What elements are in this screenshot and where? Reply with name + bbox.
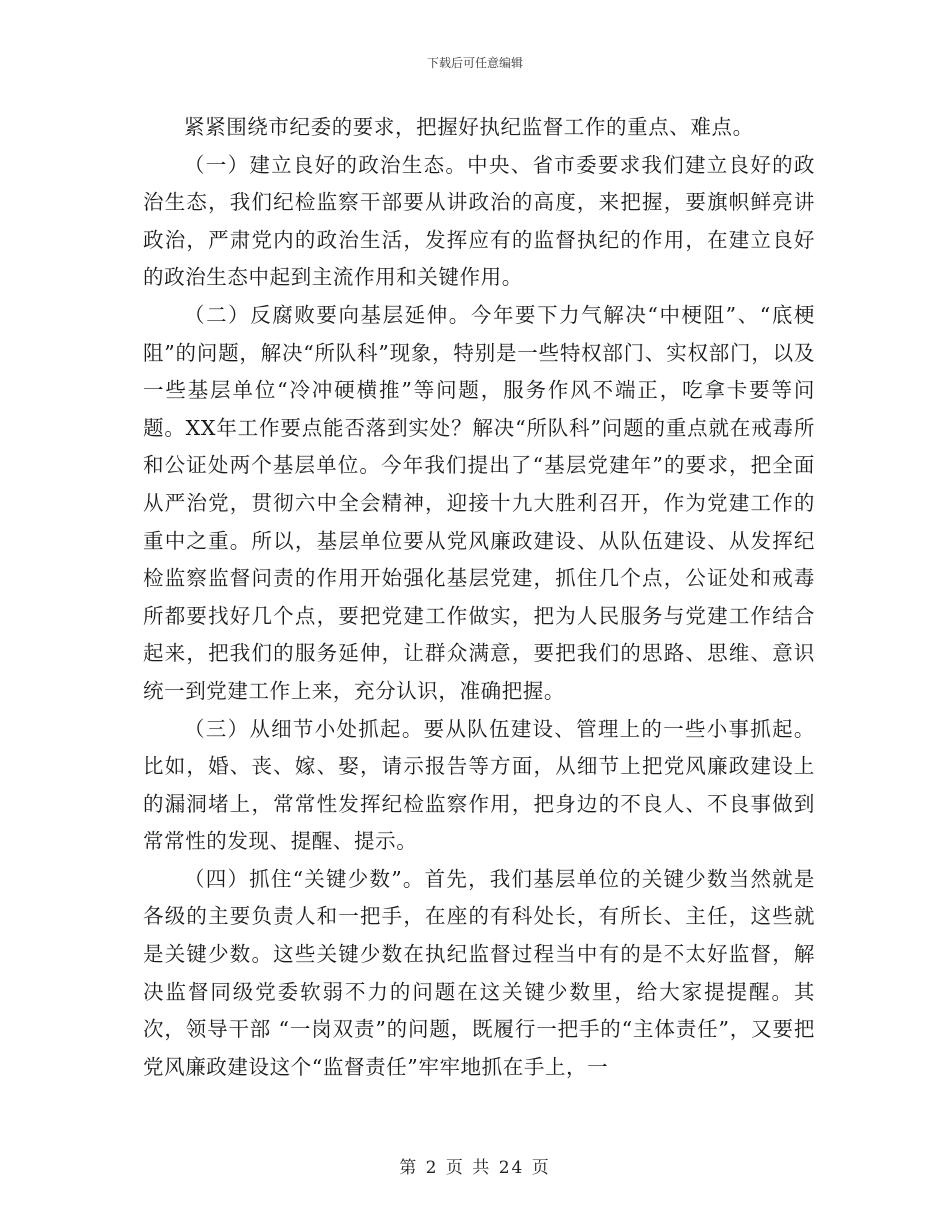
paragraph-section-2: （二）反腐败要向基层延伸。今年要下力气解决“中梗阻”、“底梗阻”的问题，解决“所队科”现象，特别是一些特权部门、实权部门，以及一些基层单位“冷冲硬横推”等问题，服务作风不端正，吃拿卡要等问题。XX年工作要点能否落到实处？解决“所队科”问题的重点就在戒毒所和公证处两个基层单位。今年我们提出了“基层党建年”的要求，把全面从严治党，贯彻六中全会精神，迎接十九大胜利召开，作为党建工作的重中之重。所以，基层单位要从党风廉政建设、从队伍建设、从发挥纪检监察监督问责的作用开始强化基层党建，抓住几个点，公证处和戒毒所都要找好几个点，要把党建工作做实，把为人民服务与党建工作结合起来，把我们的服务延伸，让群众满意，要把我们的思路、思维、意识统一到党建工作上来，充分认识，准确把握。 bbox=[143, 302, 815, 703]
paragraph-section-4: （四）抓住“关键少数”。首先，我们基层单位的关键少数当然就是各级的主要负责人和一把手，在座的有科处长，有所长、主任，这些就是关键少数。这些关键少数在执纪监督过程当中有的是不太好监督，解决监督同级党委软弱不力的问题在这关键少数里，给大家提提醒。其次，领导干部 “一岗双责”的问题，既履行一把手的“主体责任”，又要把党风廉政建设这个“监督责任”牢牢地抓在手上，一 bbox=[143, 866, 815, 1079]
paragraph-section-3: （三）从细节小处抓起。要从队伍建设、管理上的一些小事抓起。比如，婚、丧、嫁、娶，请示报告等方面，从细节上把党风廉政建设上的漏洞堵上，常常性发挥纪检监察作用，把身边的不良人、不良事做到常常性的发现、提醒、提示。 bbox=[143, 716, 815, 854]
document-body bbox=[143, 109, 815, 1086]
page-header: 下载后可任意编辑 bbox=[426, 56, 523, 70]
paragraph-section-1: （一）建立良好的政治生态。中央、省市委要求我们建立良好的政治生态，我们纪检监察干部要从讲政治的高度，来把握，要旗帜鲜亮讲政治，严肃党内的政治生活，发挥应有的监督执纪的作用，在建立良好的政治生态中起到主流作用和关键作用。 bbox=[143, 152, 815, 290]
paragraph-intro: 紧紧围绕市纪委的要求，把握好执纪监督工作的重点、难点。 bbox=[184, 115, 754, 139]
page-footer: 第 2 页 共 24 页 bbox=[399, 1158, 551, 1178]
